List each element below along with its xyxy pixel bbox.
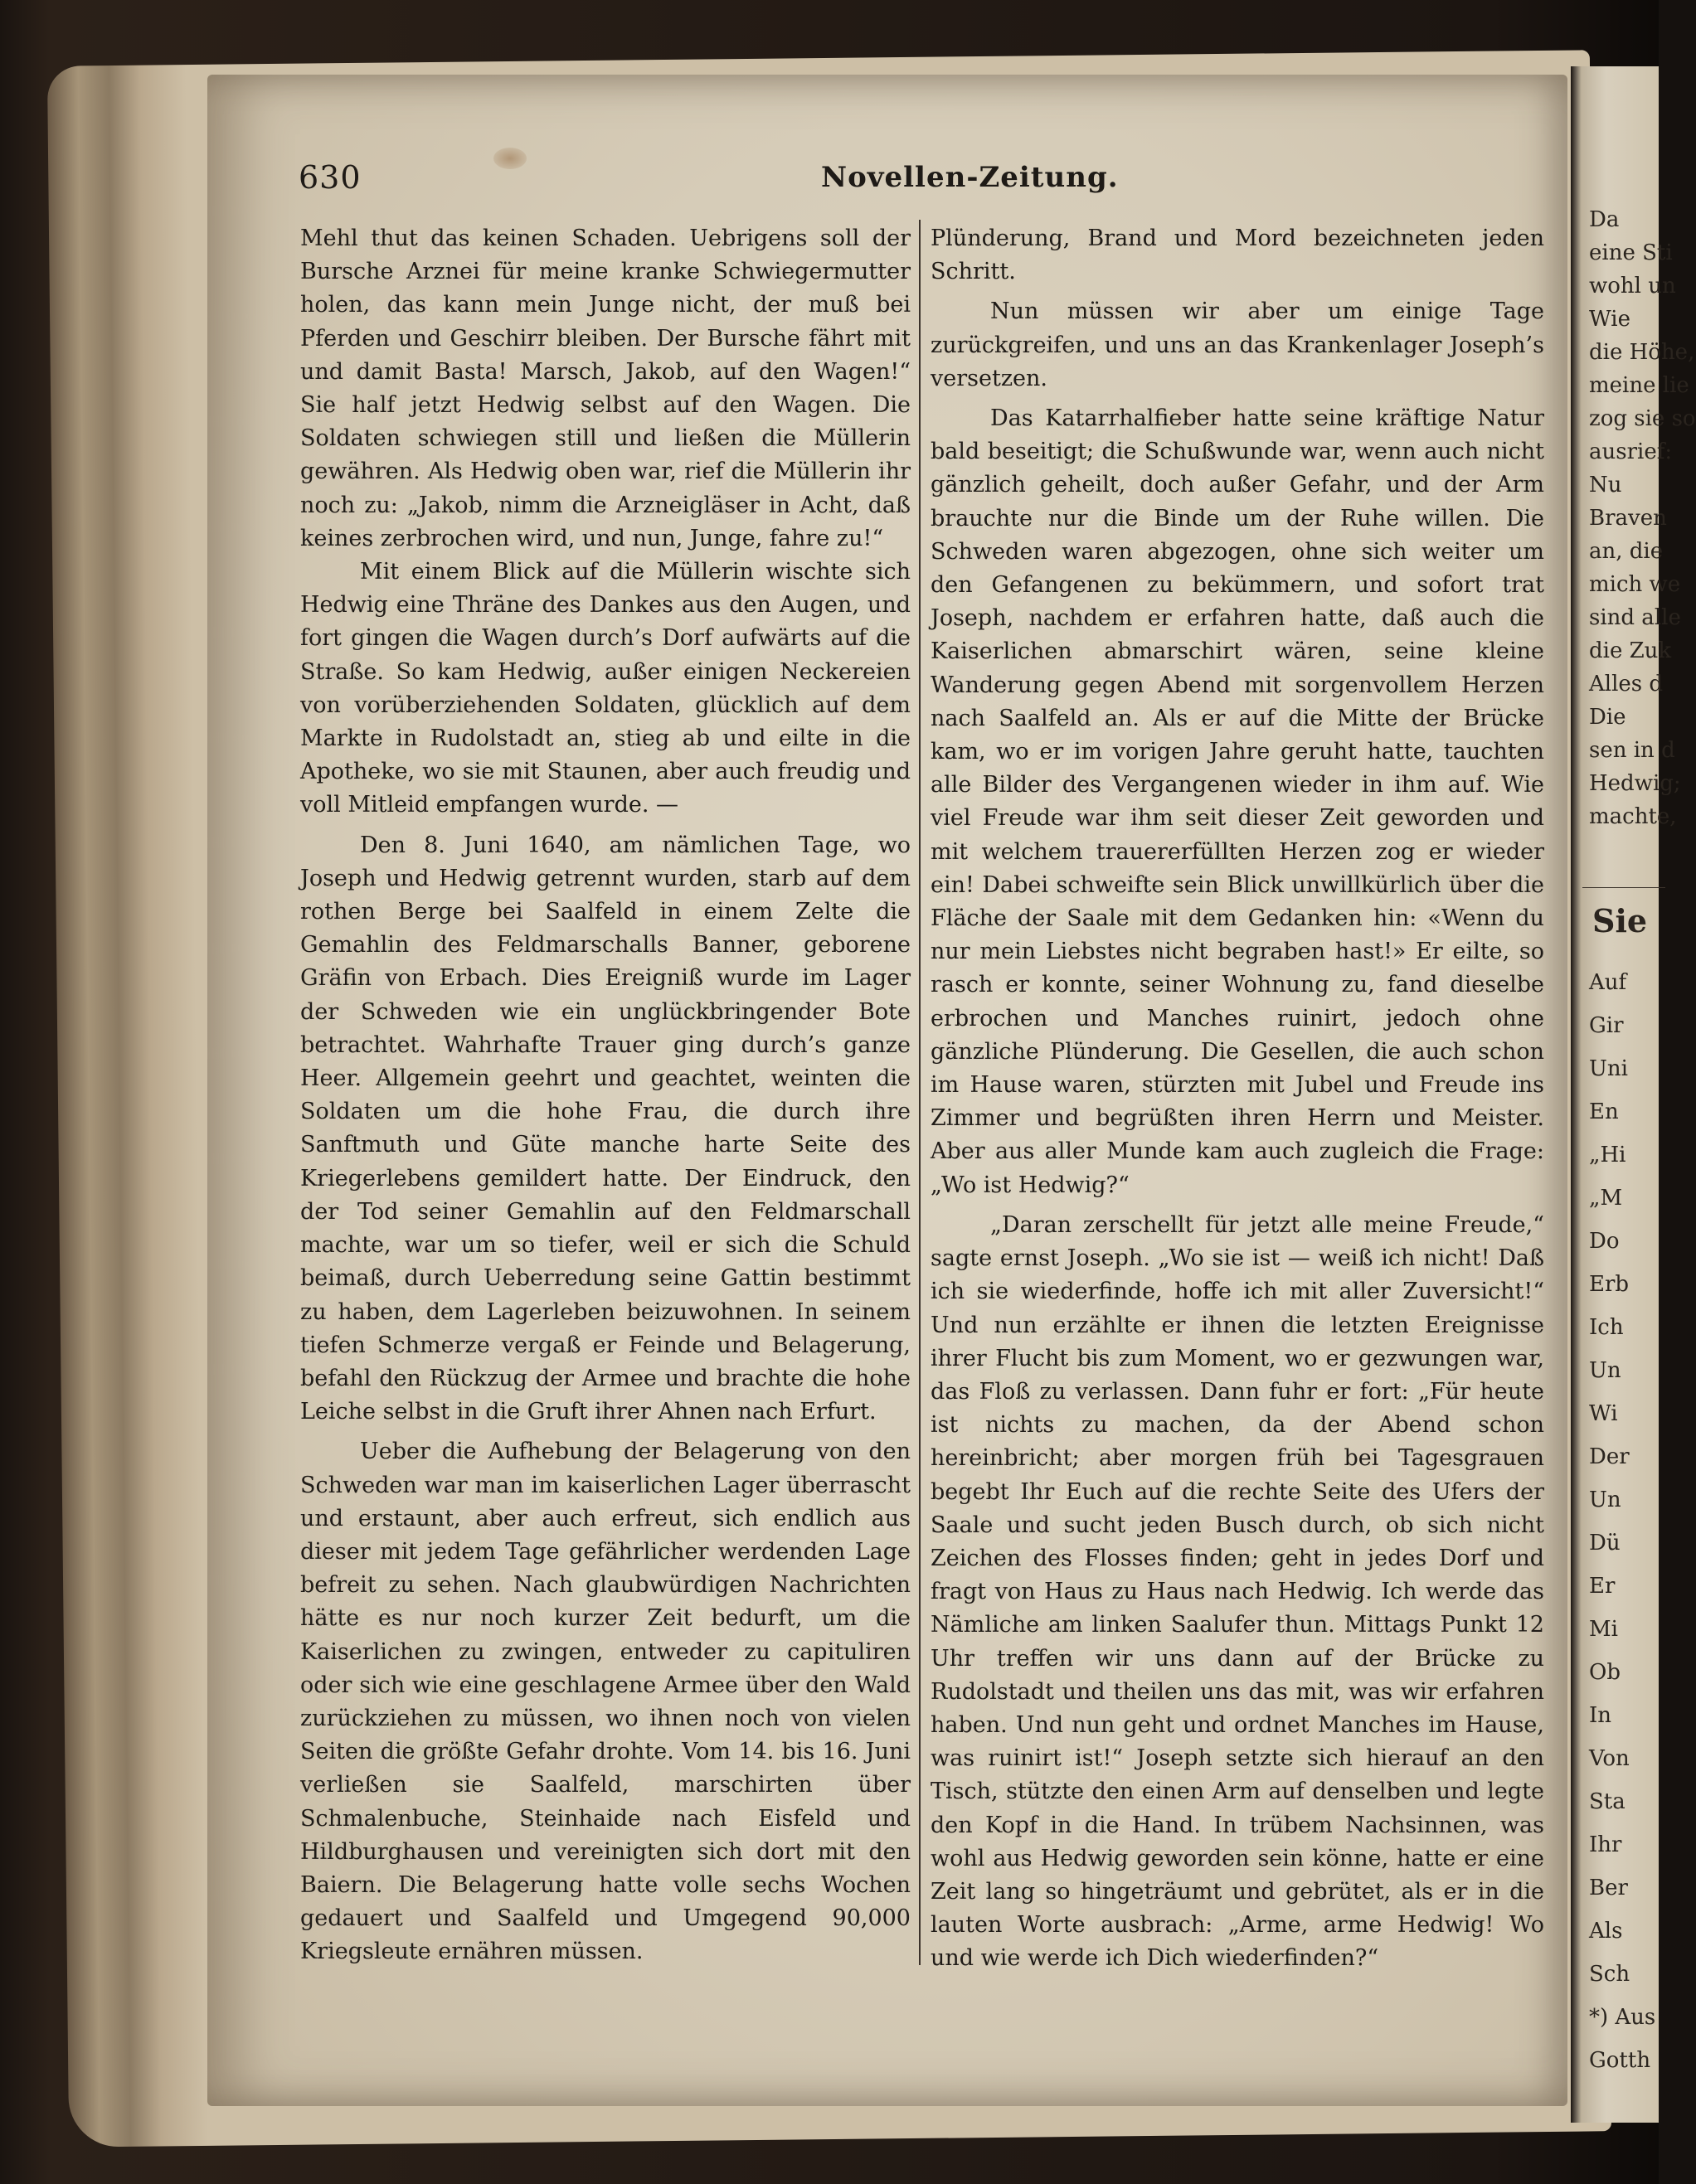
paragraph: „Daran zerschellt für jetzt alle meine Freude,“ sagte ernst Joseph. „Wo sie ist — weiß ich nicht! Daß ich sie wiederfinde, hoffe ich mit aller Zuversicht!“ Und nun erzählte er ihnen die letzten Ereignisse ihrer Flucht bis zum Moment, wo er gezwungen war, das Floß zu verlassen. Dann fuhr er fort: „Für heute ist nichts zu machen, da der Abend schon hereinbricht; aber morgen früh bei Tagesgrauen begebt Ihr Euch auf die rechte Seite des Ufers der Saale und sucht jeden Busch durch, ob sich nicht Zeichen des Flosses finden; geht in jedes Dorf und fragt von Haus zu Haus nach Hedwig. Ich werde das Nämliche am linken Saalufer thun. Mittags Punkt 12 Uhr treffen wir uns dann auf der Brücke zu Rudolstadt und theilen uns das mit, was wir erfahren haben. Und nun geht und ordnet Manches im Hause, was ruinirt ist!“ Joseph setzte sich hierauf an den Tisch, stützte den einen Arm auf denselben und legte den Kopf in die Hand. In trübem Nachsinnen, was wohl aus Hedwig geworden sein könne, hatte er eine Zeit lang so hingeträumt und gebrütet, als er in die lauten Worte ausbrach: „Arme, arme Hedwig! Wo und wie werde ich Dich wiederfinden?“ [931,1211,1544,1972]
facing-rule [1582,887,1665,888]
facing-page-fragment [1571,66,1696,2123]
facing-line: Braven [1589,506,1667,531]
facing-line: meine lie [1589,373,1689,398]
facing-line: sen in d [1589,738,1675,763]
facing-heading: Sie [1592,902,1648,939]
facing-line: Un [1589,1488,1621,1512]
facing-line: Wie [1589,307,1630,332]
facing-line: Sta [1589,1789,1626,1814]
facing-line: Gir [1589,1013,1624,1038]
facing-line: Sch [1589,1962,1630,1987]
facing-line: Die [1589,705,1626,730]
left-column [300,222,911,1969]
facing-line: die Zuk [1589,638,1672,663]
running-head: Novellen-Zeitung. [821,161,1119,194]
paragraph: Ueber die Aufhebung der Belagerung von den Schweden war man im kaiserlichen Lager überrascht und erstaunt, aber auch erfreut, sich endlich aus dieser mit jedem Tage gefährlicher werdenden Lage befreit zu sehen. Nach glaubwürdigen Nachrichten hätte es nur noch kurzer Zeit bedurft, um die Kaiserlichen zu zwingen, entweder zu capituliren oder sich wie eine geschlagene Armee über den Wald zurückziehen zu müssen, wo ihnen noch von vielen Seiten die größte Gefahr drohte. Vom 14. bis 16. Juni verließen sie Saalfeld, marschirten über Schmalenbuche, Steinhaide nach Eisfeld und Hildburghausen und vereinigten sich dort mit den Baiern. Die Belagerung hatte volle sechs Wochen gedauert und Saalfeld und Umgegend 90,000 Kriegsleute ernähren müssen. [300,1439,911,1965]
facing-line: Alles d [1589,672,1664,696]
facing-line: eine Sti [1589,240,1673,265]
facing-line: In [1589,1703,1612,1728]
facing-line: Auf [1589,970,1627,995]
facing-line: machte, [1589,804,1677,829]
facing-line: *) Aus [1589,2005,1656,2030]
facing-line: Der [1589,1444,1630,1469]
page-number: 630 [299,159,362,196]
facing-line: Als [1589,1919,1623,1944]
facing-line: „M [1589,1186,1623,1211]
facing-line: Hedwig; [1589,771,1681,796]
facing-line: Uni [1589,1056,1628,1081]
facing-line: Do [1589,1229,1620,1254]
facing-line: Gotth [1589,2048,1651,2073]
facing-line: ausrief: [1589,439,1673,464]
facing-line: En [1589,1099,1619,1124]
facing-line: Von [1589,1746,1630,1771]
facing-line: Mi [1589,1617,1618,1642]
facing-line: „Hi [1589,1143,1626,1167]
facing-line: Dü [1589,1531,1621,1555]
paragraph: Den 8. Juni 1640, am nämlichen Tage, wo Joseph und Hedwig getrennt wurden, starb auf dem rothen Berge bei Saalfeld in einem Zelte die Gemahlin des Feldmarschalls Banner, geborene Gräfin von Erbach. Dies Ereigniß wurde im Lager der Schweden wie ein unglückbringender Bote betrachtet. Wahrhafte Trauer ging durch’s ganze Heer. Allgemein geehrt und geachtet, weinten die Soldaten um die hohe Frau, die durch ihre Sanftmuth und Güte manche harte Seite des Kriegerlebens gemildert hatte. Der Eindruck, den der Tod seiner Gemahlin auf den Feldmarschall machte, war um so tiefer, weil er sich die Schuld beimaß, durch Ueberredung seine Gattin bestimmt zu haben, dem Lagerleben beizuwohnen. In seinem tiefen Schmerze vergaß er Feinde und Belagerung, befahl den Rückzug der Armee und brachte die hohe Leiche selbst in die Gruft ihrer Ahnen nach Erfurt. [300,832,911,1425]
paragraph: Nun müssen wir aber um einige Tage zurückgreifen, und uns an das Krankenlager Joseph’s versetzen. [931,298,1544,391]
facing-line: wohl un [1589,274,1676,298]
facing-line: zog sie so [1589,406,1696,431]
facing-line: Un [1589,1358,1621,1383]
facing-line: Wi [1589,1401,1618,1426]
facing-line: Erb [1589,1272,1630,1297]
paragraph: Mit einem Blick auf die Müllerin wischte sich Hedwig eine Thräne des Dankes aus den Augen, und fort gingen die Wagen durch’s Dorf aufwärts auf die Straße. So kam Hedwig, außer einigen Neckereien von vorüberziehenden Soldaten, glücklich auf dem Markte in Rudolstadt an, stieg ab und eilte in die Apotheke, wo sie mit Staunen, aber auch freudig und voll Mitleid empfangen wurde. — [300,559,911,818]
right-column [931,222,1544,1976]
column-divider [919,220,921,1965]
facing-line: Ob [1589,1660,1621,1685]
facing-line: mich we [1589,572,1681,597]
facing-line: Nu [1589,473,1622,497]
paragraph: Plünderung, Brand und Mord bezeichneten jeden Schritt. [931,226,1544,285]
page-header [299,159,1543,209]
facing-line: Ber [1589,1876,1628,1900]
facing-line: sind alle [1589,605,1681,630]
facing-line: Ihr [1589,1832,1622,1857]
paragraph: Das Katarrhalfieber hatte seine kräftige Natur bald beseitigt; die Schußwunde war, wenn auch nicht gänzlich geheilt, doch außer Gefahr, und der Arm brauchte nur die Binde um der Ruhe willen. Die Schweden waren abgezogen, ohne sich weiter um den Gefangenen zu bekümmern, und sofort trat Joseph, nachdem er erfahren hatte, daß auch die Kaiserlichen abmarschirt wären, seine kleine Wanderung gegen Abend mit sorgenvollem Herzen nach Saalfeld an. Als er auf die Mitte der Brücke kam, wo er im vorigen Jahre geruht hatte, tauchten alle Bilder des Vergangenen wieder in ihm auf. Wie viel Freude war ihm seit dieser Zeit geworden und mit welchem trauererfüllten Herzen zog er wieder ein! Dabei schweifte sein Blick unwillkürlich über die Fläche der Saale mit dem Gedanken hin: «Wenn du nur mein Liebstes nicht begraben hast!» Er eilte, so rasch er konnte, seiner Wohnung zu, fand dieselbe erbrochen und Manches ruinirt, jedoch ohne gänzliche Plünderung. Die Gesellen, die auch schon im Hause waren, stürzten mit Jubel und Freude ins Zimmer und begrüßten ihren Herrn und Meister. Aber aus aller Munde kam auch zugleich die Frage: „Wo ist Hedwig?“ [931,405,1544,1198]
facing-line: an, die [1589,539,1664,564]
paragraph: Mehl thut das keinen Schaden. Uebrigens soll der Bursche Arznei für meine kranke Schwiegermutter holen, das kann mein Junge nicht, der muß bei Pferden und Geschirr bleiben. Der Bursche fährt mit und damit Basta! Marsch, Jakob, auf den Wagen!“ Sie half jetzt Hedwig selbst auf den Wagen. Die Soldaten schwiegen still und ließen die Müllerin gewähren. Als Hedwig oben war, rief die Müllerin ihr noch zu: „Jakob, nimm die Arzneigläser in Acht, daß keines zerbrochen wird, und nun, Junge, fahre zu!“ [300,226,911,551]
facing-line: Da [1589,207,1620,232]
facing-line: Er [1589,1574,1616,1599]
facing-line: Ich [1589,1315,1624,1340]
facing-line: die Höhe, [1589,340,1695,365]
